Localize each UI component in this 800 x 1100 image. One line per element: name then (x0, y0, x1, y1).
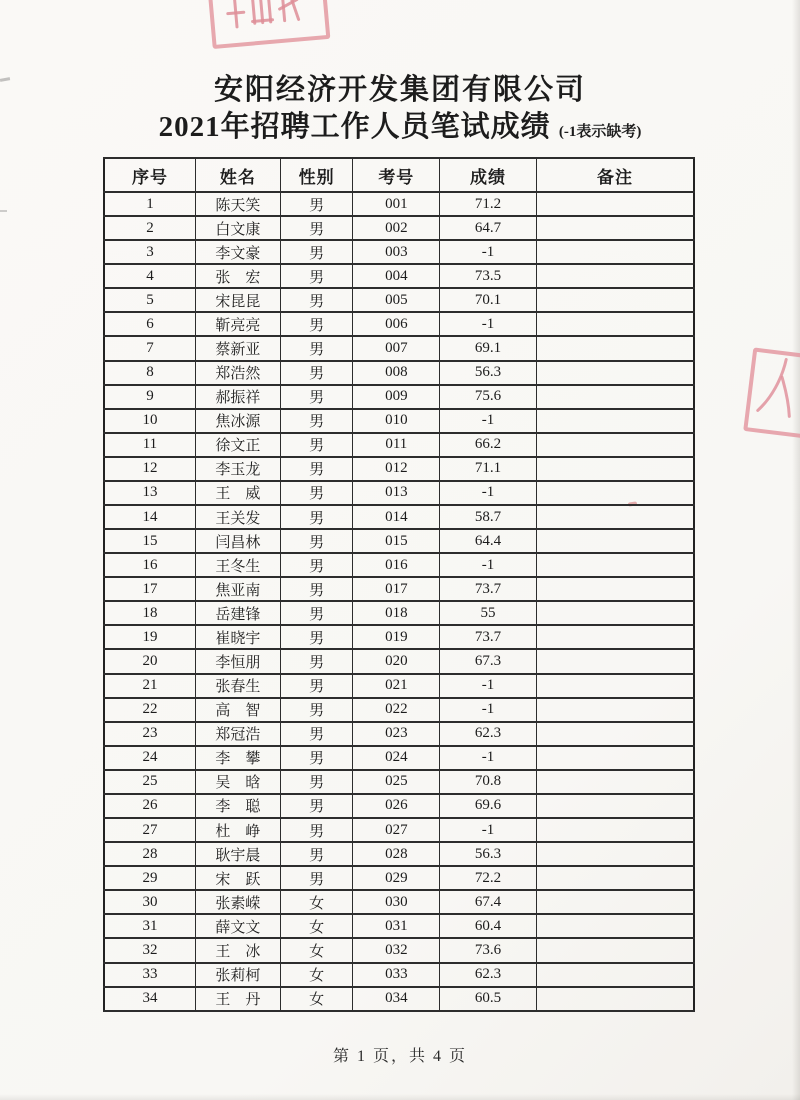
cell-index: 1 (104, 192, 195, 216)
cell-name: 宋昆昆 (195, 288, 280, 312)
cell-exam-no: 013 (353, 481, 440, 505)
cell-index: 34 (104, 987, 195, 1011)
cell-gender: 男 (280, 818, 353, 842)
cell-name: 郑浩然 (195, 361, 280, 385)
cell-name: 李玉龙 (195, 457, 280, 481)
table-row (104, 336, 694, 360)
cell-remark (536, 698, 694, 722)
table-row (104, 385, 694, 409)
cell-exam-no: 002 (353, 216, 440, 240)
cell-score: -1 (440, 818, 537, 842)
cell-gender: 男 (280, 866, 353, 890)
cell-exam-no: 020 (353, 649, 440, 673)
cell-remark (536, 457, 694, 481)
cell-name: 张春生 (195, 674, 280, 698)
table-row (104, 842, 694, 866)
cell-name: 李 聪 (195, 794, 280, 818)
cell-name: 岳建锋 (195, 601, 280, 625)
cell-exam-no: 030 (353, 890, 440, 914)
cell-index: 26 (104, 794, 195, 818)
table-row (104, 625, 694, 649)
cell-remark (536, 842, 694, 866)
header-index: 序号 (104, 158, 195, 192)
cell-remark (536, 987, 694, 1011)
cell-exam-no: 015 (353, 529, 440, 553)
red-stamp-top (208, 0, 331, 49)
cell-index: 22 (104, 698, 195, 722)
cell-remark (536, 914, 694, 938)
cell-gender: 男 (280, 698, 353, 722)
cell-exam-no: 004 (353, 264, 440, 288)
table-header-row (104, 158, 694, 192)
cell-remark (536, 264, 694, 288)
cell-remark (536, 216, 694, 240)
table-row (104, 553, 694, 577)
cell-remark (536, 553, 694, 577)
cell-score: -1 (440, 698, 537, 722)
cell-exam-no: 019 (353, 625, 440, 649)
score-table (103, 157, 695, 1012)
cell-remark (536, 577, 694, 601)
cell-name: 徐文正 (195, 433, 280, 457)
cell-gender: 男 (280, 336, 353, 360)
cell-remark (536, 361, 694, 385)
cell-score: 73.7 (440, 625, 537, 649)
cell-gender: 男 (280, 746, 353, 770)
cell-exam-no: 029 (353, 866, 440, 890)
table-row (104, 481, 694, 505)
cell-gender: 男 (280, 722, 353, 746)
cell-remark (536, 625, 694, 649)
table-row (104, 914, 694, 938)
cell-gender: 女 (280, 987, 353, 1011)
cell-index: 2 (104, 216, 195, 240)
cell-remark (536, 963, 694, 987)
cell-exam-no: 014 (353, 505, 440, 529)
cell-score: -1 (440, 240, 537, 264)
cell-remark (536, 481, 694, 505)
cell-remark (536, 674, 694, 698)
cell-remark (536, 529, 694, 553)
cell-remark (536, 433, 694, 457)
cell-name: 王冬生 (195, 553, 280, 577)
table-row (104, 698, 694, 722)
cell-score: -1 (440, 746, 537, 770)
cell-gender: 男 (280, 505, 353, 529)
cell-score: 73.6 (440, 938, 537, 962)
cell-exam-no: 007 (353, 336, 440, 360)
cell-gender: 男 (280, 553, 353, 577)
table-row (104, 866, 694, 890)
cell-index: 14 (104, 505, 195, 529)
cell-index: 17 (104, 577, 195, 601)
cell-remark (536, 312, 694, 336)
cell-index: 23 (104, 722, 195, 746)
cell-score: 67.4 (440, 890, 537, 914)
cell-index: 21 (104, 674, 195, 698)
cell-remark (536, 336, 694, 360)
cell-index: 15 (104, 529, 195, 553)
cell-exam-no: 034 (353, 987, 440, 1011)
cell-gender: 男 (280, 529, 353, 553)
cell-gender: 女 (280, 890, 353, 914)
cell-score: 62.3 (440, 722, 537, 746)
cell-index: 6 (104, 312, 195, 336)
table-header (104, 158, 694, 192)
table-row (104, 818, 694, 842)
cell-score: -1 (440, 674, 537, 698)
cell-gender: 男 (280, 312, 353, 336)
cell-exam-no: 017 (353, 577, 440, 601)
cell-index: 19 (104, 625, 195, 649)
cell-gender: 男 (280, 457, 353, 481)
cell-remark (536, 794, 694, 818)
company-title: 安阳经济开发集团有限公司 (213, 74, 586, 106)
cell-score: 69.6 (440, 794, 537, 818)
cell-score: -1 (440, 481, 537, 505)
cell-gender: 男 (280, 264, 353, 288)
cell-exam-no: 012 (353, 457, 440, 481)
cell-gender: 男 (280, 842, 353, 866)
cell-score: -1 (440, 553, 537, 577)
cell-index: 20 (104, 649, 195, 673)
cell-name: 宋 跃 (195, 866, 280, 890)
cell-name: 张莉柯 (195, 963, 280, 987)
cell-score: 73.7 (440, 577, 537, 601)
cell-remark (536, 746, 694, 770)
cell-remark (536, 722, 694, 746)
table-row (104, 457, 694, 481)
cell-index: 31 (104, 914, 195, 938)
cell-gender: 男 (280, 409, 353, 433)
cell-score: 71.2 (440, 192, 537, 216)
cell-score: -1 (440, 312, 537, 336)
cell-gender: 女 (280, 938, 353, 962)
table-row (104, 890, 694, 914)
cell-score: 66.2 (440, 433, 537, 457)
cell-remark (536, 505, 694, 529)
table-body (104, 192, 694, 1011)
cell-name: 白文康 (195, 216, 280, 240)
cell-exam-no: 001 (353, 192, 440, 216)
cell-index: 12 (104, 457, 195, 481)
cell-score: -1 (440, 409, 537, 433)
table-row (104, 674, 694, 698)
cell-name: 王 威 (195, 481, 280, 505)
cell-gender: 男 (280, 601, 353, 625)
scan-artifact (0, 210, 7, 212)
table-row (104, 433, 694, 457)
cell-name: 薛文文 (195, 914, 280, 938)
header-exam-no: 考号 (353, 158, 440, 192)
table-row (104, 288, 694, 312)
table-row (104, 722, 694, 746)
cell-index: 7 (104, 336, 195, 360)
cell-index: 10 (104, 409, 195, 433)
cell-score: 70.1 (440, 288, 537, 312)
cell-score: 64.4 (440, 529, 537, 553)
cell-exam-no: 008 (353, 361, 440, 385)
table-row (104, 601, 694, 625)
cell-score: 72.2 (440, 866, 537, 890)
cell-name: 张素嵘 (195, 890, 280, 914)
table-row (104, 987, 694, 1011)
header-remark: 备注 (536, 158, 694, 192)
cell-exam-no: 010 (353, 409, 440, 433)
cell-index: 24 (104, 746, 195, 770)
table-row (104, 505, 694, 529)
table-row (104, 746, 694, 770)
cell-gender: 男 (280, 361, 353, 385)
cell-index: 16 (104, 553, 195, 577)
cell-gender: 男 (280, 481, 353, 505)
cell-gender: 男 (280, 625, 353, 649)
cell-score: 58.7 (440, 505, 537, 529)
cell-score: 56.3 (440, 361, 537, 385)
cell-name: 杜 峥 (195, 818, 280, 842)
cell-exam-no: 005 (353, 288, 440, 312)
cell-name: 崔晓宇 (195, 625, 280, 649)
cell-remark (536, 601, 694, 625)
cell-index: 27 (104, 818, 195, 842)
cell-remark (536, 818, 694, 842)
cell-score: 55 (440, 601, 537, 625)
cell-score: 64.7 (440, 216, 537, 240)
cell-name: 郑冠浩 (195, 722, 280, 746)
cell-index: 11 (104, 433, 195, 457)
cell-name: 王 冰 (195, 938, 280, 962)
table-row (104, 216, 694, 240)
absent-note: (-1表示缺考) (558, 124, 642, 141)
table-row (104, 529, 694, 553)
cell-gender: 男 (280, 674, 353, 698)
cell-index: 25 (104, 770, 195, 794)
cell-index: 5 (104, 288, 195, 312)
cell-gender: 男 (280, 794, 353, 818)
cell-index: 18 (104, 601, 195, 625)
cell-score: 67.3 (440, 649, 537, 673)
cell-score: 70.8 (440, 770, 537, 794)
cell-exam-no: 033 (353, 963, 440, 987)
cell-gender: 男 (280, 770, 353, 794)
cell-gender: 女 (280, 963, 353, 987)
cell-name: 王关发 (195, 505, 280, 529)
cell-index: 3 (104, 240, 195, 264)
cell-score: 56.3 (440, 842, 537, 866)
cell-name: 焦冰源 (195, 409, 280, 433)
header-gender: 性别 (280, 158, 353, 192)
cell-score: 69.1 (440, 336, 537, 360)
document-title-text: 2021年招聘工作人员笔试成绩 (158, 111, 551, 144)
table-row (104, 649, 694, 673)
cell-index: 28 (104, 842, 195, 866)
cell-score: 73.5 (440, 264, 537, 288)
cell-exam-no: 031 (353, 914, 440, 938)
cell-index: 33 (104, 963, 195, 987)
cell-gender: 男 (280, 385, 353, 409)
table-row (104, 409, 694, 433)
table-row (104, 938, 694, 962)
cell-exam-no: 026 (353, 794, 440, 818)
cell-index: 32 (104, 938, 195, 962)
cell-name: 张 宏 (195, 264, 280, 288)
cell-gender: 男 (280, 216, 353, 240)
cell-exam-no: 011 (353, 433, 440, 457)
table-row (104, 361, 694, 385)
cell-exam-no: 022 (353, 698, 440, 722)
cell-exam-no: 032 (353, 938, 440, 962)
cell-remark (536, 192, 694, 216)
cell-gender: 女 (280, 914, 353, 938)
cell-exam-no: 028 (353, 842, 440, 866)
cell-score: 60.4 (440, 914, 537, 938)
cell-index: 9 (104, 385, 195, 409)
cell-remark (536, 649, 694, 673)
cell-remark (536, 890, 694, 914)
cell-gender: 男 (280, 288, 353, 312)
page-number: 第 1 页，共 4 页 (332, 1048, 467, 1065)
cell-name: 李 攀 (195, 746, 280, 770)
cell-exam-no: 016 (353, 553, 440, 577)
cell-exam-no: 018 (353, 601, 440, 625)
cell-remark (536, 288, 694, 312)
cell-exam-no: 006 (353, 312, 440, 336)
cell-name: 吴 晗 (195, 770, 280, 794)
cell-score: 71.1 (440, 457, 537, 481)
cell-exam-no: 021 (353, 674, 440, 698)
cell-remark (536, 938, 694, 962)
cell-exam-no: 023 (353, 722, 440, 746)
cell-score: 60.5 (440, 987, 537, 1011)
scan-edge-shading (792, 0, 800, 1100)
cell-gender: 男 (280, 240, 353, 264)
cell-name: 王 丹 (195, 987, 280, 1011)
cell-exam-no: 025 (353, 770, 440, 794)
cell-name: 靳亮亮 (195, 312, 280, 336)
cell-name: 闫昌林 (195, 529, 280, 553)
cell-name: 陈天笑 (195, 192, 280, 216)
cell-index: 30 (104, 890, 195, 914)
cell-name: 高 智 (195, 698, 280, 722)
cell-score: 62.3 (440, 963, 537, 987)
cell-index: 4 (104, 264, 195, 288)
table-row (104, 312, 694, 336)
cell-exam-no: 009 (353, 385, 440, 409)
cell-name: 蔡新亚 (195, 336, 280, 360)
cell-index: 13 (104, 481, 195, 505)
cell-name: 李文豪 (195, 240, 280, 264)
cell-gender: 男 (280, 577, 353, 601)
scan-edge-shading-bottom (0, 1094, 800, 1100)
document-header (0, 72, 800, 147)
cell-remark (536, 385, 694, 409)
table-row (104, 770, 694, 794)
cell-gender: 男 (280, 649, 353, 673)
cell-gender: 男 (280, 433, 353, 457)
cell-name: 焦亚南 (195, 577, 280, 601)
table-row (104, 963, 694, 987)
cell-remark (536, 866, 694, 890)
cell-name: 郝振祥 (195, 385, 280, 409)
header-name: 姓名 (195, 158, 280, 192)
cell-index: 8 (104, 361, 195, 385)
cell-remark (536, 770, 694, 794)
table-row (104, 192, 694, 216)
header-score: 成绩 (440, 158, 537, 192)
cell-exam-no: 024 (353, 746, 440, 770)
cell-exam-no: 003 (353, 240, 440, 264)
table-row (104, 264, 694, 288)
cell-name: 李恒朋 (195, 649, 280, 673)
cell-score: 75.6 (440, 385, 537, 409)
cell-gender: 男 (280, 192, 353, 216)
cell-name: 耿宇晨 (195, 842, 280, 866)
table-row (104, 577, 694, 601)
table-row (104, 794, 694, 818)
document-title (0, 108, 800, 147)
table-row (104, 240, 694, 264)
cell-remark (536, 240, 694, 264)
cell-remark (536, 409, 694, 433)
cell-index: 29 (104, 866, 195, 890)
cell-exam-no: 027 (353, 818, 440, 842)
